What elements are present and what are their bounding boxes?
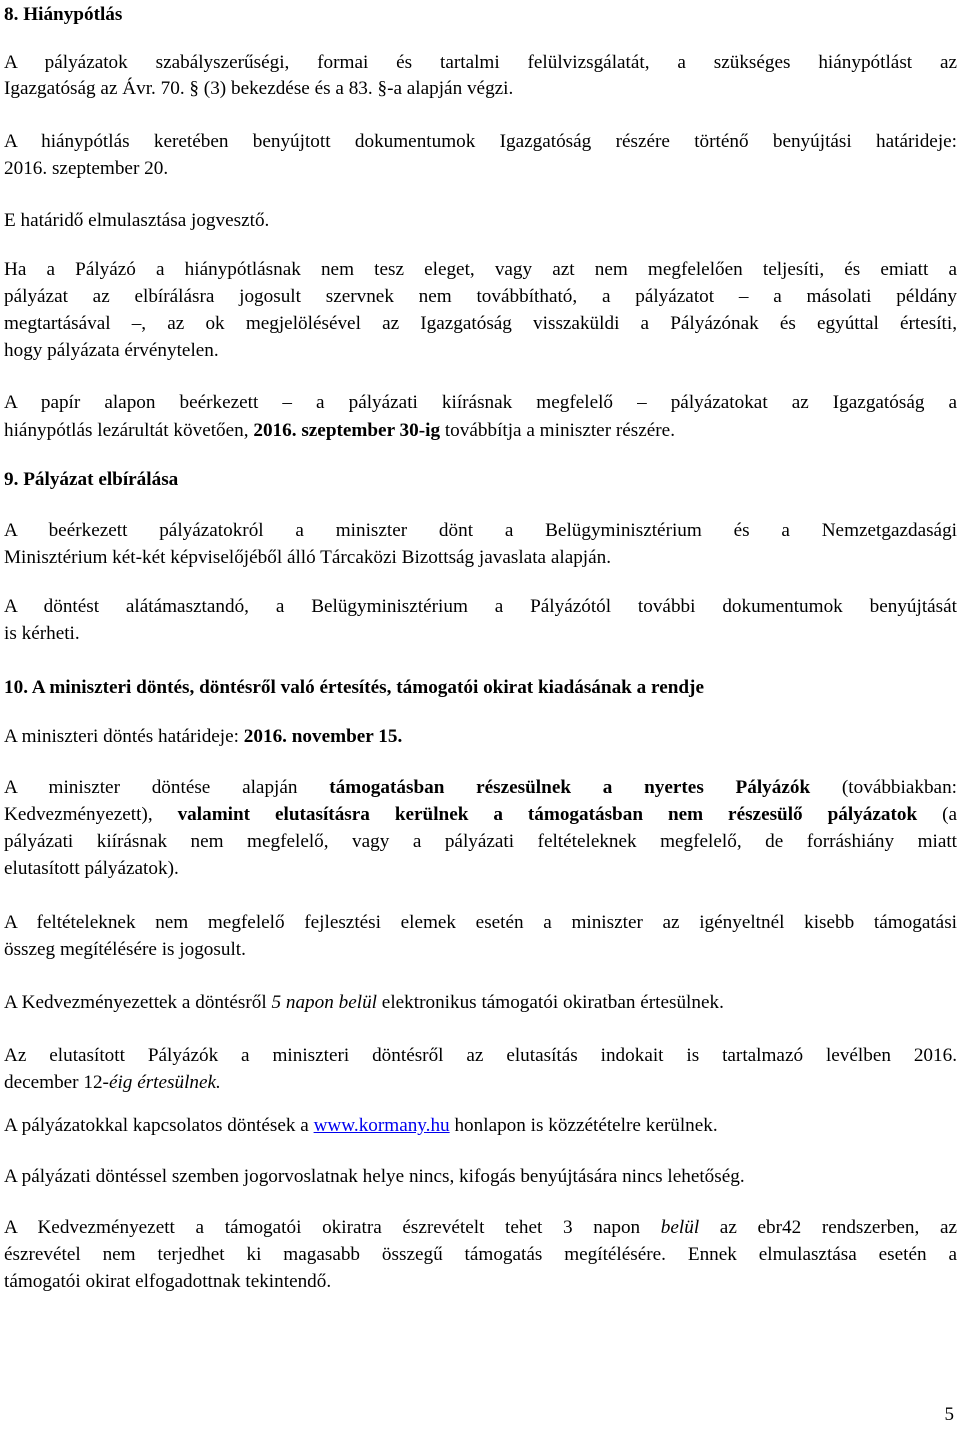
section-10-paragraph-2-line-2 (4, 802, 957, 828)
decision-deadline (4, 724, 957, 750)
section-9-paragraph-1-line-1: A beérkezett pályázatokról a miniszter dönt a Belügyminisztérium és a Nemzetgazdasági (4, 520, 957, 541)
text-run: A miniszteri döntés határideje: (4, 726, 244, 747)
section-10-paragraph-3-line-2: összeg megítélésére is jogosult. (4, 939, 246, 960)
page-number: 5 (944, 1404, 954, 1425)
text-run: A Kedvezményezett a támogatói okiratra észrevételt tehet 3 napon (4, 1217, 661, 1238)
section-8-paragraph-5-line-1: A papír alapon beérkezett – a pályázati kiírásnak megfelelő – pályázatokat az Igazgatóság a (4, 392, 957, 413)
text-run: A Kedvezményezettek a döntésről (4, 992, 272, 1013)
section-9-paragraph-2-line-2: is kérheti. (4, 623, 80, 644)
text-run: elektronikus támogatói okiratban értesülnek. (377, 992, 724, 1013)
section-10-paragraph-3-line-1: A feltételeknek nem megfelelő fejlesztési elemek esetén a miniszter az igényeltnél kisebb támogatási (4, 912, 957, 933)
section-10-paragraph-6 (4, 1113, 957, 1139)
section-8-paragraph-4-line-1: Ha a Pályázó a hiánypótlásnak nem tesz eleget, vagy azt nem megfelelően teljesíti, és emiatt a (4, 259, 957, 280)
text-run: honlapon is közzétételre kerülnek. (449, 1115, 718, 1136)
section-10-paragraph-2-line-3: pályázati kiírásnak nem megfelelő, vagy a pályázati feltételeknek megfelelő, de forráshiány miatt (4, 831, 957, 852)
text-run: (továbbiakban: (810, 777, 958, 798)
section-10-paragraph-8-line-3: támogatói okirat elfogadottnak tekintendő. (4, 1271, 332, 1292)
text-run: A miniszter döntése alapján (4, 777, 330, 798)
section-8-paragraph-2-line-2: 2016. szeptember 20. (4, 158, 169, 179)
decision-deadline-date: 2016. november 15. (243, 726, 403, 747)
section-8-paragraph-1-line-1: A pályázatok szabályszerűségi, formai és tartalmi felülvizsgálatát, a szükséges hiánypótlást az (4, 52, 957, 73)
notification-period: 5 napon belül (271, 992, 377, 1013)
section-10-paragraph-2-line-4: elutasított pályázatok). (4, 858, 179, 879)
section-10-paragraph-8-line-2: észrevétel nem terjedhet ki magasabb összegű támogatás megítélésére. Ennek elmulasztása esetén a (4, 1244, 957, 1265)
text-run-italic: éig értesülnek. (108, 1072, 221, 1093)
section-10-paragraph-2-line-1 (4, 775, 957, 801)
section-8-paragraph-4-line-4: hogy pályázata érvénytelen. (4, 340, 219, 361)
text-run-bold: támogatásban részesülnek a nyertes Pályázók (329, 777, 811, 798)
section-10-paragraph-4 (4, 990, 957, 1016)
text-run: Kedvezményezett), (4, 804, 178, 825)
section-8-paragraph-2-line-1: A hiánypótlás keretében benyújtott dokumentumok Igazgatóság részére történő benyújtási határideje: (4, 131, 957, 152)
section-8-paragraph-4-line-2: pályázat az elbírálásra jogosult szervnek nem továbbítható, a pályázatot – a másolati példány (4, 286, 957, 307)
text-run: hiánypótlás lezárultát követően, (4, 420, 254, 441)
text-run: A pályázatokkal kapcsolatos döntések a (4, 1115, 314, 1136)
section-10-paragraph-5-line-2 (4, 1070, 957, 1096)
text-run-bold: valamint elutasításra kerülnek a támogatásban nem részesülő pályázatok (177, 804, 918, 825)
section-9-heading: 9. Pályázat elbírálása (4, 469, 179, 490)
section-8-paragraph-5-line-2 (4, 418, 957, 444)
section-9-paragraph-1-line-2: Minisztérium két-két képviselőjéből álló Tárcaközi Bizottság javaslata alapján. (4, 547, 612, 568)
section-8-paragraph-4-line-3: megtartásával –, az ok megjelölésével az Igazgatóság visszaküldi a Pályázónak és egyúttal értesíti, (4, 313, 957, 334)
forwarding-deadline: 2016. szeptember 30-ig (253, 420, 441, 441)
section-9-paragraph-2-line-1: A döntést alátámasztandó, a Belügyminisztérium a Pályázótól további dokumentumok benyújtását (4, 596, 957, 617)
section-8-heading: 8. Hiánypótlás (4, 4, 123, 25)
section-8-paragraph-3: E határidő elmulasztása jogvesztő. (4, 210, 270, 231)
text-run: (a (917, 804, 958, 825)
section-8-paragraph-1-line-2: Igazgatóság az Ávr. 70. § (3) bekezdése és a 83. §-a alapján végzi. (4, 78, 514, 99)
section-10-paragraph-5-line-1: Az elutasított Pályázók a miniszteri döntésről az elutasítás indokait is tartalmazó levélben 2016. (4, 1045, 957, 1066)
section-10-heading: 10. A miniszteri döntés, döntésről való értesítés, támogatói okirat kiadásának a rendje (4, 677, 704, 698)
section-10-paragraph-8-line-1 (4, 1215, 957, 1241)
kormany-website-link[interactable]: www.kormany.hu (313, 1115, 450, 1136)
text-run-italic: belül (660, 1217, 700, 1238)
text-run: december 12- (4, 1072, 109, 1093)
text-run: az ebr42 rendszerben, az (699, 1217, 957, 1238)
text-run: továbbítja a miniszter részére. (440, 420, 675, 441)
section-10-paragraph-7: A pályázati döntéssel szemben jogorvoslatnak helye nincs, kifogás benyújtására nincs lehetőség. (4, 1166, 745, 1187)
